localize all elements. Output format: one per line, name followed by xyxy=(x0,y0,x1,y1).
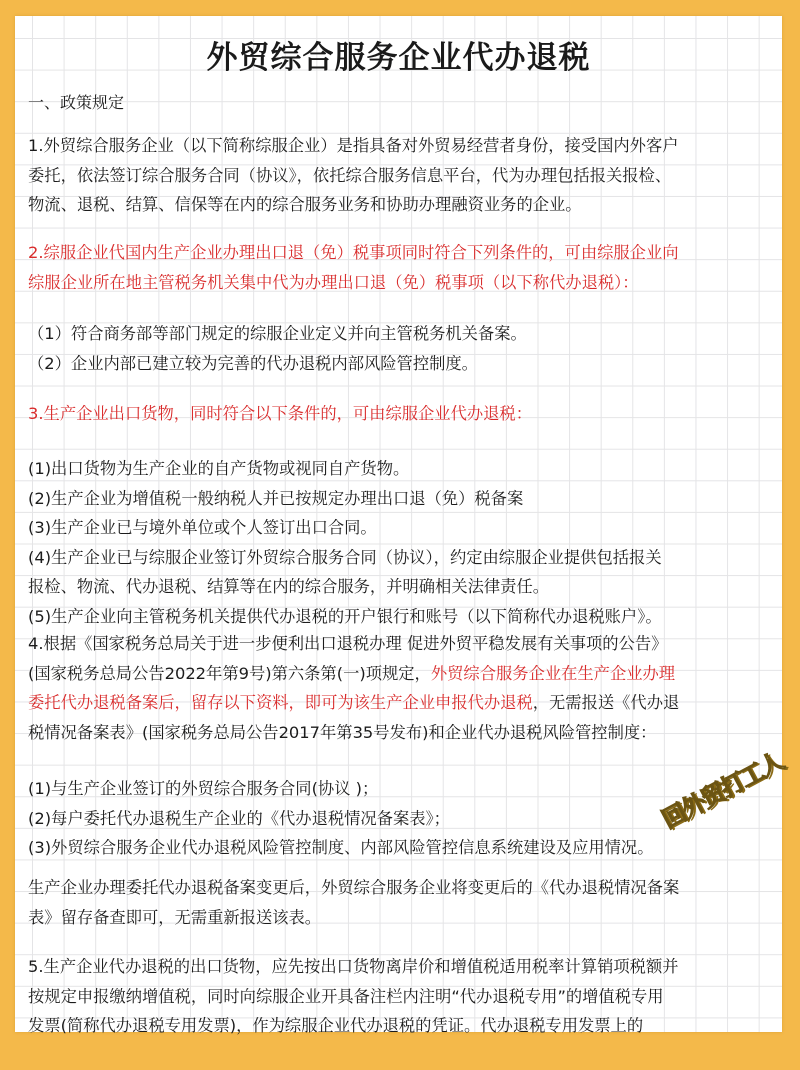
paragraph-2 xyxy=(28,238,778,297)
list-item: (3)外贸综合服务企业代办退税风险管控制度、内部风险管控信息系统建设及应用情况。 xyxy=(28,838,654,857)
watermark-stamp: 回外贸打工人 xyxy=(657,747,788,835)
paragraph-line: 4.根据《国家税务总局关于进一步便利出口退税办理 促进外贸平稳发展有关事项的公告》 xyxy=(28,634,668,653)
document-page xyxy=(15,16,788,1035)
highlighted-line: 综服企业所在地主管税务机关集中代为办理出口退（免）税事项（以下称代办退税）： xyxy=(28,272,639,292)
paragraph-line: 发票(简称代办退税专用发票)，作为综服企业代办退税的凭证。代办退税专用发票上的 xyxy=(28,1016,644,1035)
list-item: (2)每户委托代办退税生产企业的《代办退税情况备案表》； xyxy=(28,808,450,828)
paragraph-line: 税情况备案表》(国家税务总局公告2017年第35号发布)和企业代办退税风险管控制度： xyxy=(28,722,657,742)
paragraph-3-conditions xyxy=(28,454,778,631)
paragraph-line xyxy=(28,688,778,718)
highlighted-line: 2.综服企业代国内生产企业办理出口退（免）税事项同时符合下列条件的，可由综服企业向 xyxy=(28,243,679,262)
paragraph-line: 1.外贸综合服务企业（以下简称综服企业）是指具备对外贸易经营者身份，接受国内外客户 xyxy=(28,136,679,155)
paragraph-2-conditions xyxy=(28,319,778,378)
paragraph-change xyxy=(28,873,778,932)
list-item: (1)出口货物为生产企业的自产货物或视同自产货物。 xyxy=(28,459,410,478)
highlighted-text: 外贸综合服务企业在生产企业办理 xyxy=(430,663,676,683)
section-heading-policy: 一、政策规定 xyxy=(28,93,125,112)
list-item: (1)与生产企业签订的外贸综合服务合同(协议 )； xyxy=(28,779,379,798)
paragraph-line: 物流、退税、结算、信保等在内的综合服务业务和协助办理融资业务的企业。 xyxy=(28,195,582,214)
paragraph-line xyxy=(28,659,778,689)
highlighted-line: 3.生产企业出口货物，同时符合以下条件的，可由综服企业代办退税： xyxy=(28,404,532,423)
paragraph-5 xyxy=(28,952,778,1041)
list-item: （1）符合商务部等部门规定的综服企业定义并向主管税务机关备案。 xyxy=(28,324,527,343)
paragraph-line: 生产企业办理委托代办退税备案变更后，外贸综合服务企业将变更后的《代办退税情况备案 xyxy=(28,878,680,897)
paragraph-line: 5.生产企业代办退税的出口货物，应先按出口货物离岸价和增值税适用税率计算销项税额并 xyxy=(28,957,679,976)
list-item: 报检、物流、代办退税、结算等在内的综合服务，并明确相关法律责任。 xyxy=(28,577,550,596)
paragraph-line: 按规定申报缴纳增值税，同时向综服企业开具备注栏内注明“代办退税专用”的增值税专用 xyxy=(28,986,664,1006)
page-title: 外贸综合服务企业代办退税 xyxy=(206,40,591,76)
paragraph-line: 委托，依法签订综合服务合同（协议》，依托综合服务信息平台，代为办理包括报关报检、 xyxy=(28,165,672,185)
highlighted-text: 委托代办退税备案后，留存以下资料，即可为该生产企业申报代办退税 xyxy=(28,693,533,712)
paragraph-1 xyxy=(28,131,778,220)
paragraph-3-heading xyxy=(28,399,778,429)
paragraph-text: ，无需报送《代办退 xyxy=(532,693,680,712)
list-item: （2）企业内部已建立较为完善的代办退税内部风险管控制度。 xyxy=(28,353,478,373)
list-item: (2)生产企业为增值税一般纳税人并已按规定办理出口退（免）税备案 xyxy=(28,488,524,508)
list-item: (5)生产企业向主管税务机关提供代办退税的开户银行和账号（以下简称代办退税账户》。 xyxy=(28,606,662,626)
paragraph-line: 表》留存备查即可，无需重新报送该表。 xyxy=(28,907,322,927)
list-item: (4)生产企业已与综服企业签订外贸综合服务合同（协议），约定由综服企业提供包括报关 xyxy=(28,547,662,567)
paragraph-text: (国家税务总局公告2022年第9号)第六条第(一)项规定， xyxy=(28,663,431,683)
paragraph-4 xyxy=(28,629,778,747)
list-item: (3)生产企业已与境外单位或个人签订出口合同。 xyxy=(28,518,377,537)
